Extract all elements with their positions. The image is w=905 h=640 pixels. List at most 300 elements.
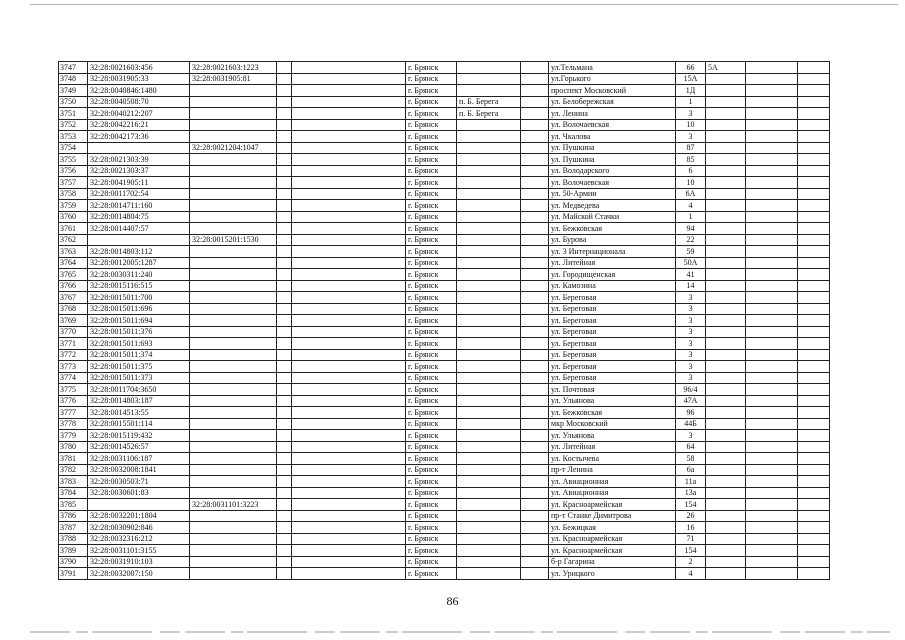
table-cell: 32:28:0021603:1223 xyxy=(190,62,277,74)
table-cell xyxy=(457,154,521,166)
table-cell: ул. Бежковская xyxy=(549,407,676,419)
table-cell: ул. Бежицкая xyxy=(549,522,676,534)
table-cell xyxy=(706,223,746,235)
table-cell: 32:28:0032316:212 xyxy=(88,533,190,545)
table-cell: г. Брянск xyxy=(406,533,457,545)
table-cell xyxy=(798,338,830,350)
table-cell: 3787 xyxy=(59,522,88,534)
table-cell xyxy=(292,315,406,327)
table-cell xyxy=(190,453,277,465)
table-cell: 32:28:0031101:3155 xyxy=(88,545,190,557)
table-cell: г. Брянск xyxy=(406,257,457,269)
table-cell xyxy=(277,476,292,488)
table-cell: 44Б xyxy=(676,418,706,430)
table-cell xyxy=(277,545,292,557)
table-cell: 3775 xyxy=(59,384,88,396)
table-cell xyxy=(292,476,406,488)
table-cell xyxy=(521,223,549,235)
table-cell xyxy=(277,246,292,258)
table-cell xyxy=(746,487,798,499)
table-cell xyxy=(277,384,292,396)
table-cell xyxy=(706,476,746,488)
table-cell: мкр Московский xyxy=(549,418,676,430)
table-cell: г. Брянск xyxy=(406,85,457,97)
table-cell xyxy=(277,280,292,292)
table-cell xyxy=(798,280,830,292)
table-cell: 87 xyxy=(676,142,706,154)
table-cell: ул. Авиационная xyxy=(549,487,676,499)
table-cell: 32:28:0011704:3650 xyxy=(88,384,190,396)
table-cell: 32:28:0031905:81 xyxy=(190,73,277,85)
table-cell: 3 xyxy=(676,108,706,120)
table-cell: 3760 xyxy=(59,211,88,223)
table-cell xyxy=(457,568,521,580)
table-cell: 3767 xyxy=(59,292,88,304)
table-cell xyxy=(190,200,277,212)
table-cell: 3779 xyxy=(59,430,88,442)
table-cell: 3774 xyxy=(59,372,88,384)
table-cell xyxy=(190,280,277,292)
table-cell xyxy=(277,96,292,108)
table-cell: 3770 xyxy=(59,326,88,338)
table-cell xyxy=(292,430,406,442)
table-cell xyxy=(521,73,549,85)
table-cell: ул. Береговая xyxy=(549,338,676,350)
table-cell xyxy=(798,188,830,200)
table-cell xyxy=(457,62,521,74)
table-cell xyxy=(292,499,406,511)
table-cell xyxy=(277,292,292,304)
table-cell: 32:28:0014407:57 xyxy=(88,223,190,235)
table-cell xyxy=(277,303,292,315)
table-cell xyxy=(457,315,521,327)
table-row xyxy=(59,119,830,131)
table-row xyxy=(59,96,830,108)
table-cell: 32:28:0014711:160 xyxy=(88,200,190,212)
table-cell: 32:28:0021603:456 xyxy=(88,62,190,74)
table-cell xyxy=(798,545,830,557)
table-cell xyxy=(292,246,406,258)
table-cell xyxy=(746,142,798,154)
table-cell xyxy=(292,280,406,292)
table-cell: 4 xyxy=(676,568,706,580)
table-cell: 32:28:0015201:1530 xyxy=(190,234,277,246)
table-cell: 96/4 xyxy=(676,384,706,396)
table-cell xyxy=(706,556,746,568)
table-cell xyxy=(706,165,746,177)
table-cell xyxy=(521,441,549,453)
table-cell xyxy=(798,108,830,120)
table-cell xyxy=(521,280,549,292)
table-cell: 3 xyxy=(676,315,706,327)
table-cell xyxy=(706,154,746,166)
table-cell: ул.Тельмана xyxy=(549,62,676,74)
table-cell: г. Брянск xyxy=(406,234,457,246)
table-cell: ул. 50-Армии xyxy=(549,188,676,200)
table-cell xyxy=(521,556,549,568)
table-cell xyxy=(746,257,798,269)
table-cell xyxy=(521,131,549,143)
table-cell xyxy=(746,372,798,384)
table-cell: 32:28:0032008:1841 xyxy=(88,464,190,476)
table-cell xyxy=(292,338,406,350)
table-cell xyxy=(190,211,277,223)
table-cell: 6 xyxy=(676,165,706,177)
table-cell xyxy=(706,303,746,315)
table-cell xyxy=(190,154,277,166)
table-row xyxy=(59,200,830,212)
table-cell xyxy=(292,165,406,177)
table-cell: 32:28:0031101:3223 xyxy=(190,499,277,511)
table-cell: ул. Ленина xyxy=(549,108,676,120)
table-cell xyxy=(457,441,521,453)
table-cell xyxy=(798,211,830,223)
table-cell: 32:28:0021204:1047 xyxy=(190,142,277,154)
table-cell xyxy=(798,303,830,315)
table-cell: г. Брянск xyxy=(406,499,457,511)
table-cell xyxy=(746,407,798,419)
table-cell xyxy=(746,545,798,557)
table-cell xyxy=(798,326,830,338)
table-cell xyxy=(798,453,830,465)
table-cell: 154 xyxy=(676,545,706,557)
table-cell: п. Б. Берега xyxy=(457,108,521,120)
table-cell xyxy=(277,85,292,97)
table-cell xyxy=(190,303,277,315)
table-row xyxy=(59,315,830,327)
table-cell: 3751 xyxy=(59,108,88,120)
table-cell xyxy=(292,545,406,557)
table-cell xyxy=(746,338,798,350)
table-row xyxy=(59,188,830,200)
table-cell: г. Брянск xyxy=(406,165,457,177)
table-cell xyxy=(457,395,521,407)
table-cell xyxy=(706,200,746,212)
table-cell xyxy=(746,533,798,545)
table-cell: 32:28:0015011:376 xyxy=(88,326,190,338)
table-cell xyxy=(746,510,798,522)
table-row xyxy=(59,246,830,258)
table-cell xyxy=(798,73,830,85)
table-cell xyxy=(457,165,521,177)
table-cell xyxy=(190,131,277,143)
table-row xyxy=(59,533,830,545)
table-cell xyxy=(746,188,798,200)
table-row xyxy=(59,487,830,499)
table-cell xyxy=(521,177,549,189)
table-cell xyxy=(746,200,798,212)
table-cell xyxy=(190,315,277,327)
table-cell xyxy=(292,188,406,200)
table-cell xyxy=(521,326,549,338)
table-cell xyxy=(292,211,406,223)
table-cell: 15А xyxy=(676,73,706,85)
table-cell xyxy=(277,269,292,281)
table-cell xyxy=(277,349,292,361)
table-cell xyxy=(798,165,830,177)
table-cell xyxy=(292,384,406,396)
table-cell xyxy=(746,464,798,476)
table-cell xyxy=(190,85,277,97)
table-cell xyxy=(706,499,746,511)
table-cell: ул. Литейная xyxy=(549,257,676,269)
table-cell xyxy=(746,349,798,361)
table-cell: 32:28:0012005:1287 xyxy=(88,257,190,269)
table-cell xyxy=(798,269,830,281)
table-cell: 3786 xyxy=(59,510,88,522)
table-cell xyxy=(521,96,549,108)
table-row xyxy=(59,131,830,143)
table-cell: г. Брянск xyxy=(406,453,457,465)
table-cell xyxy=(798,131,830,143)
table-cell xyxy=(457,453,521,465)
table-cell: 1Д xyxy=(676,85,706,97)
table-cell xyxy=(190,430,277,442)
table-cell xyxy=(457,292,521,304)
table-cell: проспект Московский xyxy=(549,85,676,97)
table-cell: 32:28:0040846:1480 xyxy=(88,85,190,97)
table-cell xyxy=(706,73,746,85)
table-cell: 32:28:0041905:11 xyxy=(88,177,190,189)
table-cell xyxy=(292,349,406,361)
table-cell xyxy=(277,188,292,200)
table-cell xyxy=(457,349,521,361)
table-cell xyxy=(277,395,292,407)
table-row xyxy=(59,372,830,384)
table-cell xyxy=(798,407,830,419)
table-cell xyxy=(277,372,292,384)
table-cell xyxy=(521,119,549,131)
table-cell: 32:28:0030311:240 xyxy=(88,269,190,281)
table-cell: ул. Бурова xyxy=(549,234,676,246)
table-cell xyxy=(292,487,406,499)
table-cell: 3781 xyxy=(59,453,88,465)
table-cell xyxy=(457,142,521,154)
table-cell: ул. Медведева xyxy=(549,200,676,212)
table-cell xyxy=(521,200,549,212)
table-cell: г. Брянск xyxy=(406,73,457,85)
table-cell xyxy=(706,430,746,442)
table-cell: 3768 xyxy=(59,303,88,315)
table-cell: 13а xyxy=(676,487,706,499)
table-cell: ул. Береговая xyxy=(549,303,676,315)
table-cell xyxy=(521,476,549,488)
table-cell xyxy=(190,418,277,430)
table-cell xyxy=(746,418,798,430)
table-cell: г. Брянск xyxy=(406,395,457,407)
table-cell xyxy=(746,119,798,131)
table-row xyxy=(59,292,830,304)
table-cell: г. Брянск xyxy=(406,223,457,235)
table-cell xyxy=(277,556,292,568)
table-cell: 3776 xyxy=(59,395,88,407)
table-cell xyxy=(457,545,521,557)
table-cell xyxy=(746,154,798,166)
table-cell: 16 xyxy=(676,522,706,534)
table-cell xyxy=(277,200,292,212)
table-cell xyxy=(190,361,277,373)
table-cell: г. Брянск xyxy=(406,200,457,212)
table-cell xyxy=(292,73,406,85)
table-cell xyxy=(706,269,746,281)
table-cell xyxy=(521,108,549,120)
table-cell xyxy=(706,96,746,108)
table-cell xyxy=(277,165,292,177)
table-cell xyxy=(277,223,292,235)
table-cell: г. Брянск xyxy=(406,418,457,430)
table-cell xyxy=(706,315,746,327)
table-cell: 3757 xyxy=(59,177,88,189)
table-cell xyxy=(190,384,277,396)
table-cell xyxy=(292,407,406,419)
table-cell xyxy=(706,568,746,580)
table-cell xyxy=(190,407,277,419)
table-cell: 3773 xyxy=(59,361,88,373)
table-cell xyxy=(706,407,746,419)
table-cell: 1 xyxy=(676,211,706,223)
table-cell xyxy=(746,165,798,177)
table-row xyxy=(59,62,830,74)
table-cell xyxy=(457,257,521,269)
table-cell xyxy=(457,510,521,522)
table-cell xyxy=(277,142,292,154)
table-cell xyxy=(746,96,798,108)
table-cell xyxy=(277,338,292,350)
table-cell: 32:28:0031905:33 xyxy=(88,73,190,85)
table-cell xyxy=(190,257,277,269)
table-cell: 3771 xyxy=(59,338,88,350)
table-cell xyxy=(798,142,830,154)
table-cell xyxy=(521,62,549,74)
table-cell xyxy=(521,407,549,419)
table-cell xyxy=(277,119,292,131)
table-cell xyxy=(88,142,190,154)
table-cell xyxy=(746,499,798,511)
table-cell: г. Брянск xyxy=(406,292,457,304)
table-cell xyxy=(798,476,830,488)
table-cell: г. Брянск xyxy=(406,464,457,476)
table-cell xyxy=(798,246,830,258)
table-row xyxy=(59,303,830,315)
table-cell: ул. Волочаевская xyxy=(549,119,676,131)
table-cell xyxy=(798,499,830,511)
table-cell: 3755 xyxy=(59,154,88,166)
table-cell xyxy=(746,568,798,580)
table-cell: 3790 xyxy=(59,556,88,568)
table-cell xyxy=(798,292,830,304)
table-cell: г. Брянск xyxy=(406,441,457,453)
table-cell xyxy=(798,384,830,396)
table-cell: г. Брянск xyxy=(406,349,457,361)
table-cell: 41 xyxy=(676,269,706,281)
table-cell: ул. Володарского xyxy=(549,165,676,177)
table-cell xyxy=(746,292,798,304)
table-cell: 3789 xyxy=(59,545,88,557)
table-cell xyxy=(521,487,549,499)
table-cell xyxy=(277,361,292,373)
table-cell: 3 xyxy=(676,131,706,143)
table-cell: 32:28:0014803:112 xyxy=(88,246,190,258)
table-cell: 3 xyxy=(676,361,706,373)
table-cell xyxy=(457,211,521,223)
table-cell xyxy=(457,269,521,281)
table-cell xyxy=(521,418,549,430)
table-cell: г. Брянск xyxy=(406,246,457,258)
table-cell: ул. 3 Интернационала xyxy=(549,246,676,258)
table-row xyxy=(59,476,830,488)
table-cell: 3791 xyxy=(59,568,88,580)
table-cell xyxy=(746,441,798,453)
table-cell xyxy=(457,372,521,384)
table-row xyxy=(59,384,830,396)
table-cell: 2 xyxy=(676,556,706,568)
table-cell: 59 xyxy=(676,246,706,258)
table-cell xyxy=(521,211,549,223)
table-cell: 3762 xyxy=(59,234,88,246)
table-cell: ул. Береговая xyxy=(549,315,676,327)
table-cell xyxy=(457,131,521,143)
table-cell: 94 xyxy=(676,223,706,235)
table-cell: ул. Чкалова xyxy=(549,131,676,143)
table-cell xyxy=(706,533,746,545)
table-cell: 3785 xyxy=(59,499,88,511)
table-cell xyxy=(706,510,746,522)
table-cell xyxy=(521,188,549,200)
table-cell xyxy=(706,361,746,373)
table-row xyxy=(59,142,830,154)
table-cell xyxy=(746,361,798,373)
table-cell: ул. Костычева xyxy=(549,453,676,465)
table-cell xyxy=(706,119,746,131)
table-cell xyxy=(521,568,549,580)
table-cell: ул. Литейная xyxy=(549,441,676,453)
table-cell xyxy=(521,545,549,557)
table-cell xyxy=(277,407,292,419)
table-row xyxy=(59,234,830,246)
table-cell xyxy=(190,545,277,557)
table-cell xyxy=(190,292,277,304)
table-cell xyxy=(292,361,406,373)
table-cell xyxy=(798,177,830,189)
table-cell: 3765 xyxy=(59,269,88,281)
table-cell xyxy=(706,395,746,407)
table-row xyxy=(59,407,830,419)
table-cell: 32:28:0030503:71 xyxy=(88,476,190,488)
table-cell xyxy=(706,246,746,258)
table-cell xyxy=(277,568,292,580)
table-cell: г. Брянск xyxy=(406,361,457,373)
table-cell xyxy=(798,119,830,131)
table-cell xyxy=(292,372,406,384)
table-cell: ул. Красноармейская xyxy=(549,545,676,557)
table-cell: 3748 xyxy=(59,73,88,85)
table-row xyxy=(59,361,830,373)
table-cell: 32:28:0040508:70 xyxy=(88,96,190,108)
table-cell xyxy=(798,372,830,384)
table-cell xyxy=(277,257,292,269)
table-cell xyxy=(798,441,830,453)
table-cell xyxy=(798,200,830,212)
table-cell xyxy=(292,119,406,131)
table-cell xyxy=(746,73,798,85)
table-cell: 3778 xyxy=(59,418,88,430)
table-cell xyxy=(457,499,521,511)
table-cell xyxy=(706,108,746,120)
table-cell: 3 xyxy=(676,372,706,384)
table-cell: г. Брянск xyxy=(406,280,457,292)
table-cell: ул.Горького xyxy=(549,73,676,85)
table-row xyxy=(59,85,830,97)
